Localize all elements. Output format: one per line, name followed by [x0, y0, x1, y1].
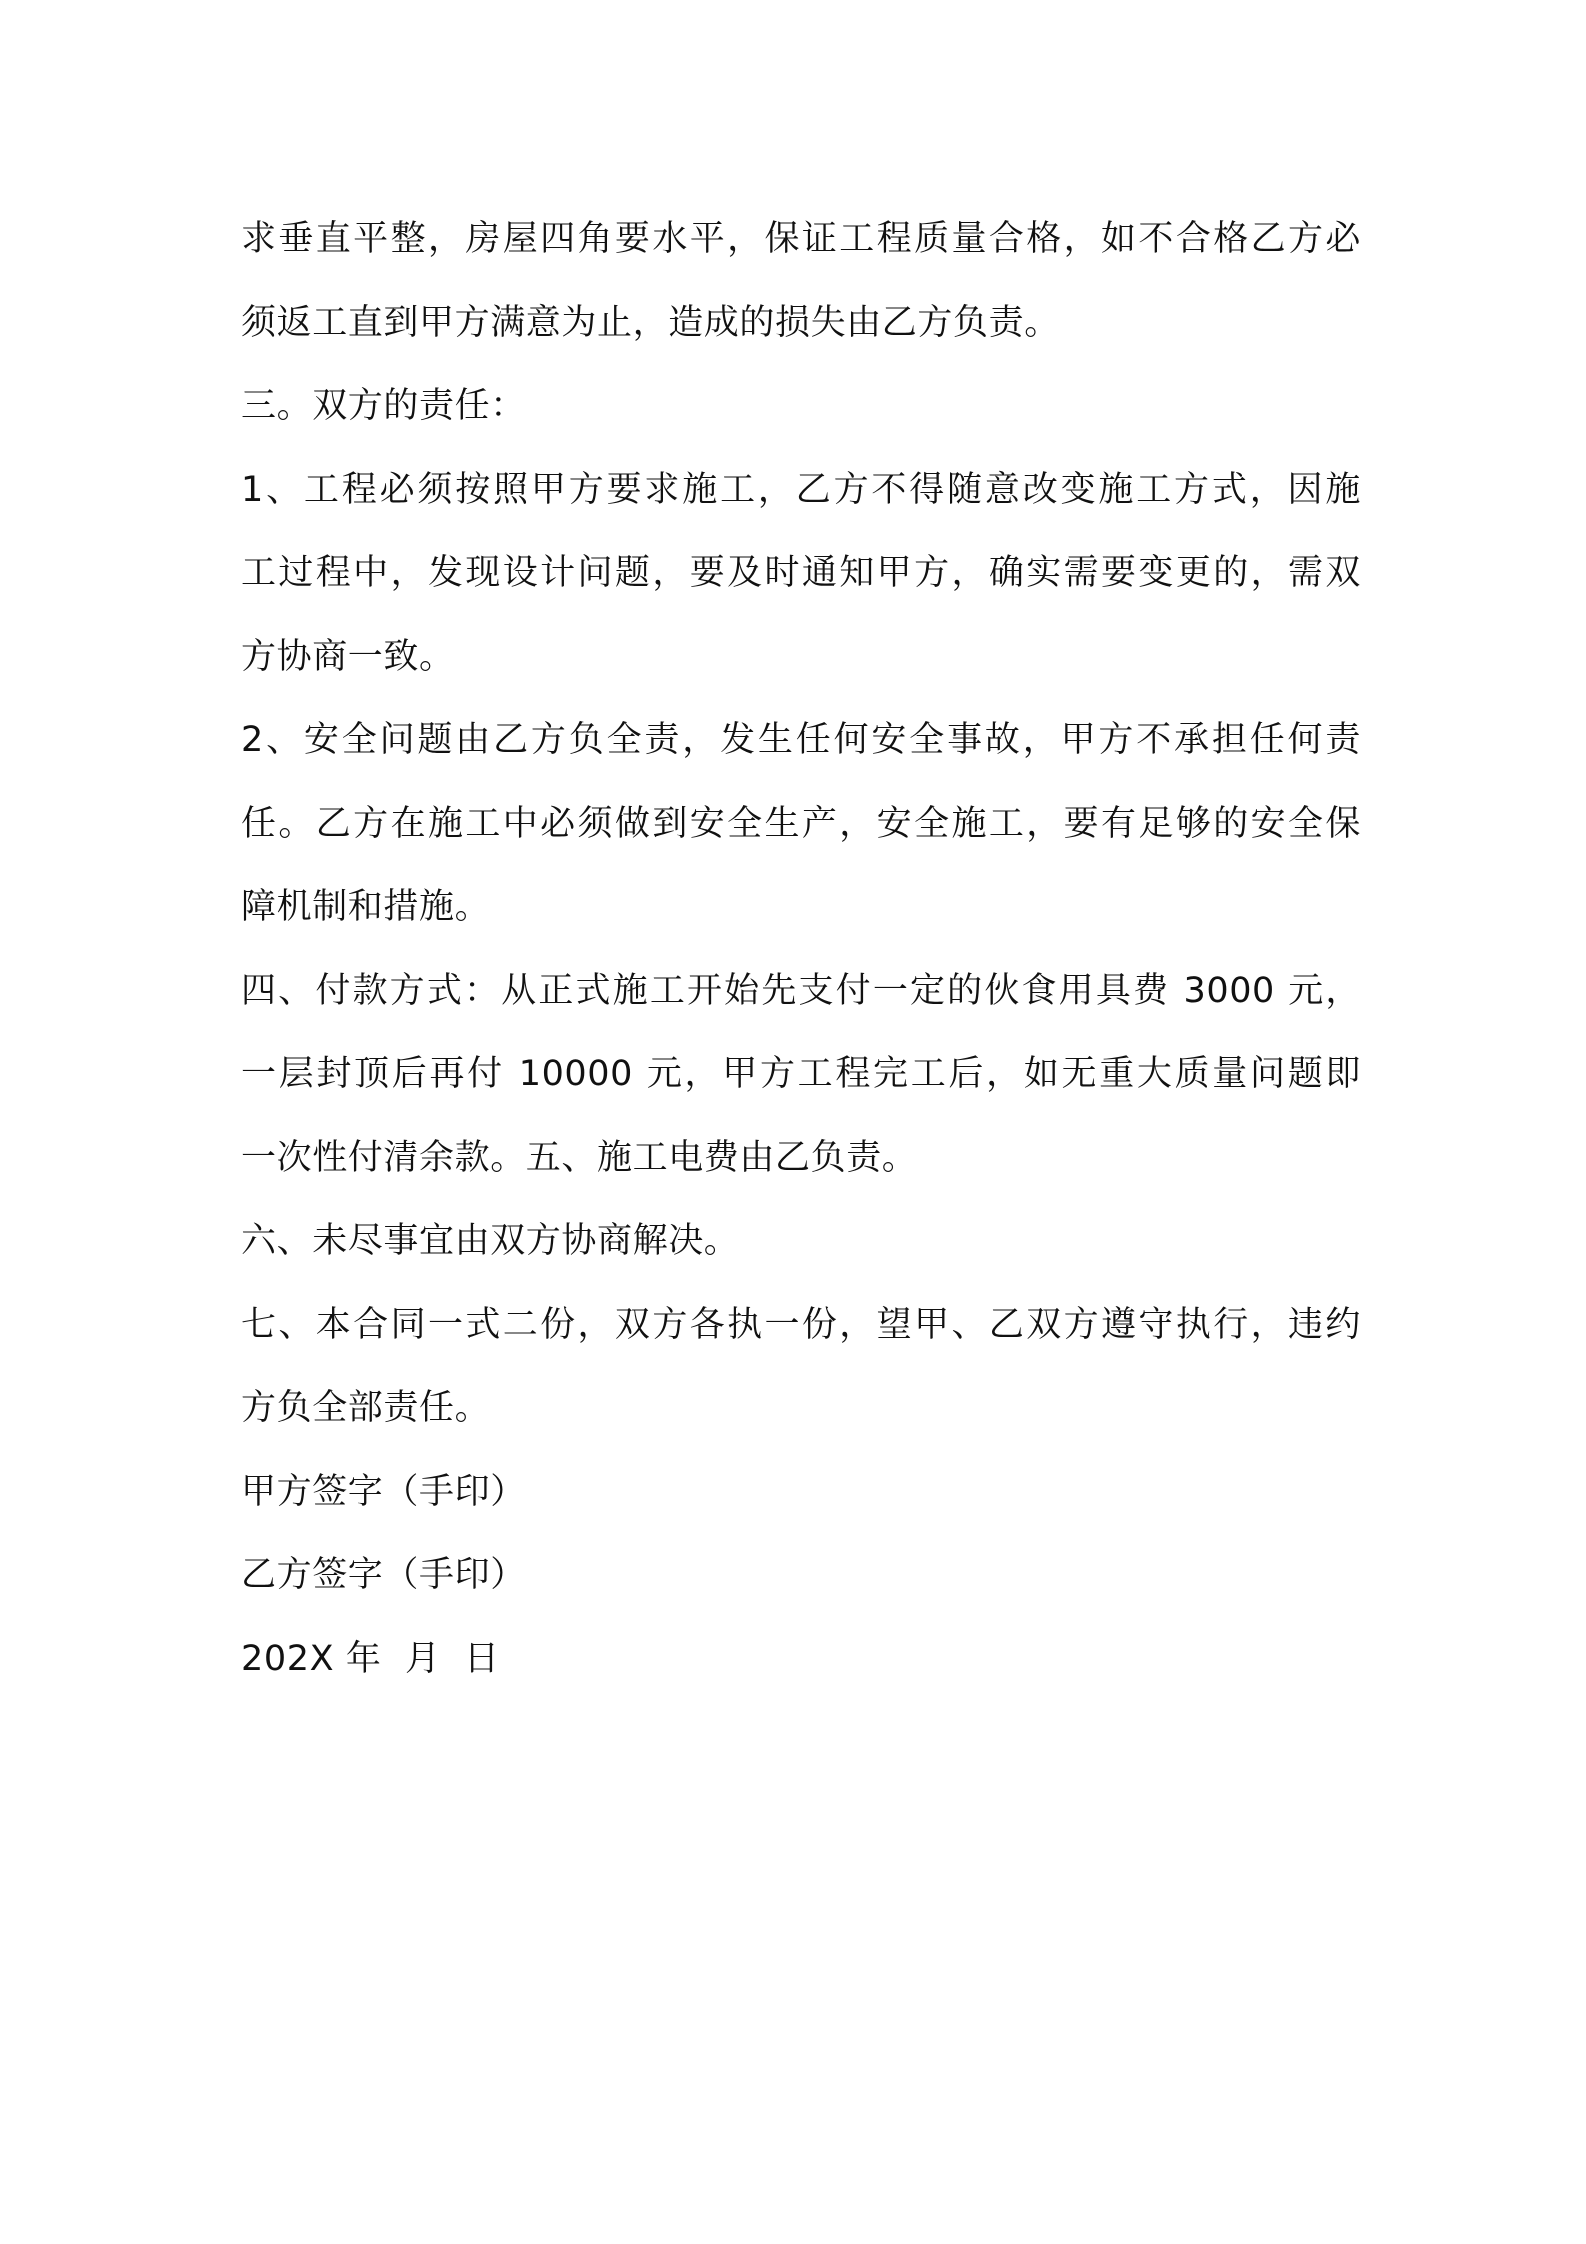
text-line: 四、付款方式：从正式施工开始先支付一定的伙食用具费 3000 元， [241, 970, 1361, 1011]
text-line: 2、安全问题由乙方负全责，发生任何安全事故，甲方不承担任何责 [241, 720, 1361, 760]
text-line: 求垂直平整，房屋四角要水平，保证工程质量合格，如不合格乙方必 [241, 219, 1361, 259]
text-line: 工过程中，发现设计问题，要及时通知甲方，确实需要变更的，需双 [241, 553, 1361, 593]
text-line: 方负全部责任。 [241, 1388, 491, 1428]
contract-text [241, 198, 1361, 1701]
text-line: 1、工程必须按照甲方要求施工，乙方不得随意改变施工方式，因施 [241, 469, 1361, 510]
text-line: 须返工直到甲方满意为止，造成的损失由乙方负责。 [241, 302, 1060, 343]
text-line: 一层封顶后再付 10000 元，甲方工程完工后，如无重大质量问题即 [241, 1054, 1361, 1094]
section-heading: 三。双方的责任： [241, 386, 526, 426]
text-line: 一次性付清余款。五、施工电费由乙负责。 [241, 1137, 918, 1178]
party-a-signature-line: 甲方签字（手印） [241, 1471, 526, 1512]
text-line: 七、本合同一式二份，双方各执一份，望甲、乙双方遵守执行，违约 [241, 1304, 1361, 1345]
date-line: 202X 年 月 日 [241, 1638, 500, 1679]
text-line: 障机制和措施。 [241, 887, 491, 927]
text-line: 六、未尽事宜由双方协商解决。 [241, 1221, 740, 1261]
text-line: 方协商一致。 [241, 636, 455, 677]
text-line: 任。乙方在施工中必须做到安全生产，安全施工，要有足够的安全保 [241, 803, 1361, 844]
party-b-signature-line: 乙方签字（手印） [241, 1555, 526, 1595]
